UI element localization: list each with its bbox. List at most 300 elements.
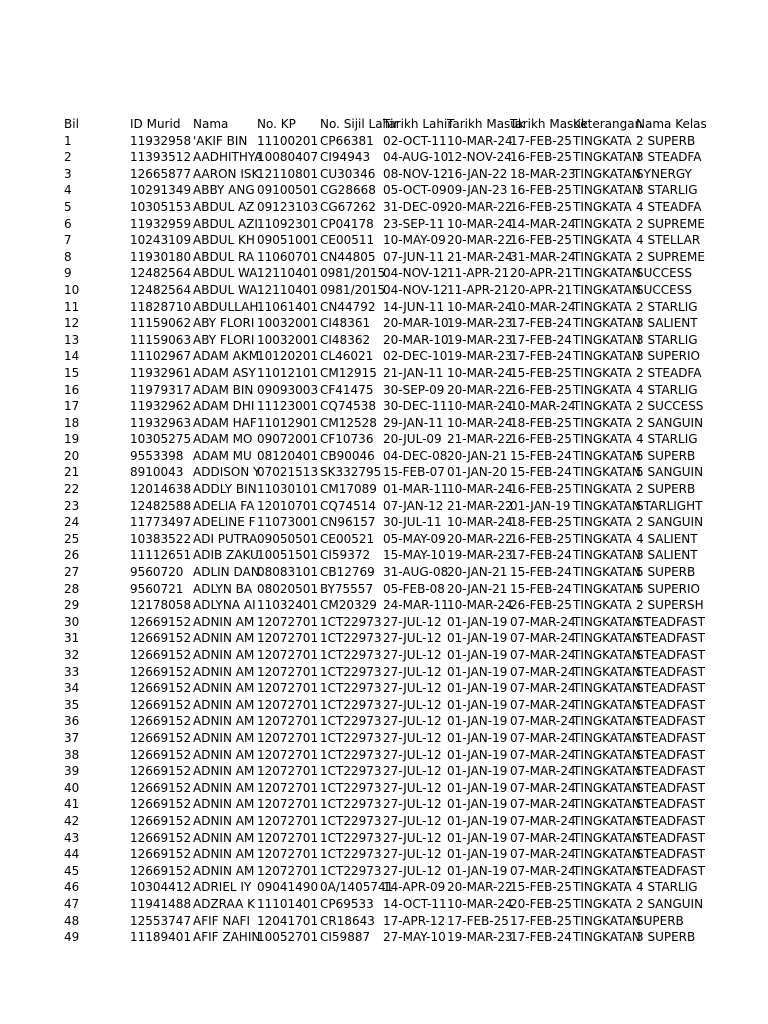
cell-tarikh-lahir: 29-JAN-11 [383,415,444,430]
cell-no-sijil: 1CT22973 [320,830,382,845]
cell-tarikh-masuk-1: 20-MAR-22 [447,233,513,248]
cell-nama-kelas: 3 SALIENT [636,548,698,563]
cell-nama-kelas: 4 STARLIG [636,382,698,397]
table-row [64,929,764,946]
cell-no-sijil: 1CT22973 [320,614,382,629]
header-tarikh-lahir: Tarikh Lahir [383,117,453,131]
cell-no-kp: 12072701 [257,648,319,662]
cell-id-murid: 11932963 [130,415,192,430]
cell-bil: 47 [64,896,80,911]
table-row [64,498,764,515]
cell-tarikh-lahir: 27-JUL-12 [383,648,442,662]
cell-nama: ABBY ANG [193,183,255,198]
cell-no-sijil: CP04178 [320,216,374,231]
cell-bil: 49 [64,930,80,945]
cell-tarikh-lahir: 04-NOV-12 [383,266,448,281]
cell-tarikh-lahir: 20-MAR-10 [383,332,449,347]
cell-tarikh-masuk-1: 10-MAR-24 [447,216,513,231]
cell-keterangan: TINGKATAN [573,448,641,463]
cell-nama-kelas: 2 SUPERB [636,482,696,497]
cell-keterangan: TINGKATA [573,133,632,148]
cell-no-kp: 12010701 [257,498,319,513]
cell-id-murid: 9553398 [130,448,184,463]
cell-nama: ADLYN BA [193,581,253,596]
cell-tarikh-masuk-1: 01-JAN-19 [447,664,508,679]
cell-id-murid: 12014638 [130,482,192,497]
cell-id-murid: 10304412 [130,880,192,895]
cell-nama: ADAM BIN [193,382,254,397]
table-row [64,531,764,548]
cell-nama-kelas: 3 SUPERB [636,930,696,945]
cell-nama: ADDLY BIN [193,482,257,497]
cell-no-kp: 07021513 [257,465,319,480]
cell-id-murid: 12482564 [130,282,192,297]
cell-tarikh-lahir: 23-SEP-11 [383,216,445,231]
cell-tarikh-masuk-1: 10-MAR-24 [447,133,513,148]
cell-no-kp: 12072701 [257,681,319,696]
cell-no-sijil: CI59887 [320,930,371,945]
cell-nama-kelas: 4 STARLIG [636,432,698,447]
cell-keterangan: TINGKATAN [573,764,641,779]
cell-nama: ADLIN DAN [193,565,260,580]
cell-no-kp: 12072701 [257,813,319,828]
cell-tarikh-masuk-1: 19-MAR-23 [447,349,513,364]
cell-tarikh-masuk-2: 16-FEB-25 [510,482,572,497]
cell-tarikh-lahir: 30-JUL-11 [383,515,442,530]
cell-tarikh-masuk-1: 01-JAN-19 [447,681,508,696]
cell-nama: ABDUL KH [193,233,255,248]
table-body [64,133,764,946]
table-row [64,382,764,399]
cell-tarikh-masuk-2: 18-FEB-25 [510,515,572,530]
cell-id-murid: 11932961 [130,365,192,380]
cell-tarikh-masuk-1: 01-JAN-19 [447,780,508,795]
cell-tarikh-masuk-1: 20-MAR-22 [447,531,513,546]
cell-tarikh-lahir: 21-JAN-11 [383,365,444,380]
cell-no-kp: 12072701 [257,847,319,862]
cell-tarikh-lahir: 05-MAY-09 [383,531,446,546]
cell-tarikh-masuk-2: 15-FEB-24 [510,581,572,596]
cell-no-sijil: CB90046 [320,448,375,463]
cell-nama: ADAM HAF [193,415,257,430]
cell-tarikh-lahir: 27-JUL-12 [383,614,442,629]
cell-keterangan: TINGKATAN [573,664,641,679]
cell-nama-kelas: 2 SUPERB [636,133,696,148]
cell-no-kp: 12072701 [257,730,319,745]
cell-nama-kelas: STEADFAST [636,681,705,696]
cell-bil: 31 [64,631,80,646]
cell-tarikh-masuk-1: 17-FEB-25 [447,913,509,928]
cell-nama: ADNIN AM [193,764,255,779]
cell-tarikh-masuk-2: 07-MAR-24 [510,697,576,712]
cell-tarikh-lahir: 27-JUL-12 [383,780,442,795]
cell-tarikh-masuk-2: 17-FEB-24 [510,349,572,364]
table-row [64,464,764,481]
cell-nama-kelas: 2 SUPREME [636,249,705,264]
cell-nama-kelas: SUCCESS [636,282,692,297]
cell-keterangan: TINGKATAN [573,797,641,812]
cell-nama-kelas: STEADFAST [636,631,705,646]
cell-id-murid: 12669152 [130,863,192,878]
cell-id-murid: 11979317 [130,382,192,397]
cell-tarikh-masuk-1: 01-JAN-19 [447,648,508,662]
cell-keterangan: TINGKATA [573,598,632,613]
cell-bil: 45 [64,863,80,878]
cell-tarikh-masuk-2: 07-MAR-24 [510,863,576,878]
cell-tarikh-masuk-1: 09-JAN-23 [447,183,508,198]
cell-keterangan: TINGKATA [573,216,632,231]
cell-nama-kelas: STEADFAST [636,813,705,828]
cell-tarikh-lahir: 15-MAY-10 [383,548,446,563]
cell-tarikh-lahir: 27-MAY-10 [383,930,446,945]
cell-keterangan: TINGKATAN [573,648,641,662]
cell-tarikh-lahir: 27-JUL-12 [383,830,442,845]
cell-bil: 10 [64,282,80,297]
cell-nama: ABDULLAH [193,299,259,314]
cell-nama: ADAM AKM [193,349,260,364]
table-row [64,332,764,349]
cell-tarikh-masuk-2: 15-FEB-25 [510,365,572,380]
cell-tarikh-masuk-1: 10-MAR-24 [447,399,513,414]
cell-no-kp: 10032001 [257,332,319,347]
cell-nama: AARON ISK [193,166,260,181]
cell-tarikh-lahir: 08-NOV-12 [383,166,448,181]
cell-nama-kelas: 2 SANGUIN [636,896,704,911]
table-row [64,697,764,714]
table-row [64,448,764,465]
cell-bil: 33 [64,664,80,679]
cell-bil: 29 [64,598,80,613]
cell-no-kp: 10051501 [257,548,319,563]
cell-no-kp: 12072701 [257,797,319,812]
cell-bil: 2 [64,150,72,165]
cell-keterangan: TINGKATAN [573,316,641,331]
cell-bil: 30 [64,614,80,629]
cell-tarikh-masuk-1: 19-MAR-23 [447,332,513,347]
cell-keterangan: TINGKATAN [573,847,641,862]
cell-tarikh-masuk-1: 21-MAR-22 [447,432,513,447]
cell-tarikh-lahir: 27-JUL-12 [383,697,442,712]
cell-no-kp: 10032001 [257,316,319,331]
cell-keterangan: TINGKATAN [573,150,641,165]
cell-bil: 1 [64,133,72,148]
cell-keterangan: TINGKATA [573,896,632,911]
cell-nama: ABDUL WA [193,266,258,281]
cell-no-kp: 12072701 [257,830,319,845]
header-row [64,116,764,133]
cell-tarikh-lahir: 27-JUL-12 [383,681,442,696]
cell-bil: 28 [64,581,80,596]
cell-no-kp: 12072701 [257,664,319,679]
cell-no-kp: 10120201 [257,349,319,364]
cell-id-murid: 10305275 [130,432,192,447]
cell-no-sijil: 1CT22973 [320,764,382,779]
table-row [64,896,764,913]
cell-no-sijil: 1CT22973 [320,681,382,696]
cell-nama-kelas: 5 SUPERB [636,448,696,463]
cell-no-sijil: 1CT22973 [320,863,382,878]
cell-id-murid: 12669152 [130,681,192,696]
cell-tarikh-lahir: 20-MAR-10 [383,316,449,331]
cell-tarikh-lahir: 27-JUL-12 [383,714,442,729]
cell-id-murid: 12669152 [130,813,192,828]
cell-nama: ADNIN AM [193,648,255,662]
cell-tarikh-lahir: 27-JUL-12 [383,847,442,862]
cell-no-sijil: CP66381 [320,133,374,148]
cell-keterangan: TINGKATA [573,249,632,264]
cell-nama-kelas: STARLIGHT [636,498,703,513]
cell-bil: 11 [64,299,80,314]
cell-nama: ADRIEL IY [193,880,252,895]
cell-nama: ADNIN AM [193,830,255,845]
cell-nama-kelas: 5 SUPERIO [636,581,700,596]
cell-no-sijil: 1CT22973 [320,648,382,662]
cell-tarikh-masuk-1: 20-MAR-22 [447,382,513,397]
cell-no-sijil: CI94943 [320,150,371,165]
cell-id-murid: 11930180 [130,249,192,264]
cell-nama: ADELINE F [193,515,256,530]
cell-keterangan: TINGKATA [573,531,632,546]
cell-bil: 42 [64,813,80,828]
cell-bil: 40 [64,780,80,795]
cell-bil: 4 [64,183,72,198]
cell-tarikh-masuk-1: 21-MAR-24 [447,249,513,264]
cell-bil: 19 [64,432,80,447]
cell-no-kp: 11123001 [257,399,319,414]
cell-keterangan: TINGKATAN [573,465,641,480]
cell-tarikh-masuk-2: 07-MAR-24 [510,614,576,629]
cell-bil: 12 [64,316,80,331]
cell-tarikh-masuk-1: 01-JAN-19 [447,830,508,845]
cell-no-kp: 11032401 [257,598,319,613]
cell-keterangan: TINGKATA [573,199,632,214]
header-tarikh-masuk-1: Tarikh Masuk [447,117,525,131]
table-row [64,166,764,183]
cell-nama-kelas: 3 STARLIG [636,332,698,347]
cell-id-murid: 11189401 [130,930,192,945]
cell-nama: ABDUL AZ [193,199,255,214]
cell-id-murid: 11932962 [130,399,192,414]
cell-no-kp: 11012101 [257,365,319,380]
cell-tarikh-masuk-2: 07-MAR-24 [510,714,576,729]
cell-tarikh-masuk-2: 15-FEB-24 [510,465,572,480]
cell-tarikh-masuk-1: 10-MAR-24 [447,415,513,430]
cell-id-murid: 10305153 [130,199,192,214]
table-row [64,398,764,415]
table-row [64,182,764,199]
cell-bil: 43 [64,830,80,845]
cell-bil: 6 [64,216,72,231]
table-row [64,365,764,382]
cell-tarikh-masuk-1: 01-JAN-20 [447,465,508,480]
table-row [64,514,764,531]
cell-tarikh-lahir: 27-JUL-12 [383,747,442,762]
cell-tarikh-masuk-1: 12-NOV-24 [447,150,512,165]
table-row [64,747,764,764]
cell-keterangan: TINGKATA [573,482,632,497]
cell-nama: ADNIN AM [193,847,255,862]
cell-tarikh-lahir: 20-JUL-09 [383,432,442,447]
cell-no-kp: 09093003 [257,382,319,397]
table-row [64,216,764,233]
cell-nama-kelas: STEADFAST [636,863,705,878]
cell-bil: 34 [64,681,80,696]
cell-tarikh-masuk-1: 01-JAN-19 [447,697,508,712]
cell-tarikh-masuk-2: 10-MAR-24 [510,299,576,314]
cell-tarikh-lahir: 14-OCT-11 [383,896,447,911]
cell-id-murid: 12178058 [130,598,192,613]
header-tarikh-masuk-2: Tarikh Masuk [510,117,588,131]
cell-no-kp: 08120401 [257,448,319,463]
cell-tarikh-masuk-2: 07-MAR-24 [510,648,576,662]
cell-bil: 27 [64,565,80,580]
cell-tarikh-lahir: 27-JUL-12 [383,664,442,679]
cell-id-murid: 11159063 [130,332,192,347]
cell-no-sijil: BY75557 [320,581,374,596]
cell-tarikh-lahir: 27-JUL-12 [383,730,442,745]
cell-tarikh-masuk-2: 16-FEB-25 [510,233,572,248]
cell-bil: 14 [64,349,80,364]
cell-keterangan: TINGKATA [573,399,632,414]
cell-no-sijil: 0981/2015 [320,282,386,297]
cell-bil: 48 [64,913,80,928]
cell-tarikh-lahir: 31-AUG-08 [383,565,449,580]
cell-tarikh-lahir: 05-FEB-08 [383,581,445,596]
cell-nama-kelas: STEADFAST [636,648,705,662]
header-no-sijil: No. Sijil Lahir [320,117,399,131]
cell-nama-kelas: 2 SUPREME [636,216,705,231]
cell-nama-kelas: STEADFAST [636,764,705,779]
cell-no-sijil: 1CT22973 [320,714,382,729]
cell-id-murid: 11773497 [130,515,192,530]
cell-tarikh-masuk-1: 16-JAN-22 [447,166,508,181]
table-row [64,630,764,647]
cell-no-kp: 09041490 [257,880,319,895]
cell-nama-kelas: 4 STARLIG [636,880,698,895]
cell-tarikh-masuk-2: 15-FEB-24 [510,448,572,463]
table-row [64,647,764,664]
cell-no-sijil: 1CT22973 [320,631,382,646]
cell-no-sijil: CP69533 [320,896,374,911]
cell-tarikh-masuk-2: 01-JAN-19 [510,498,571,513]
header-keterangan: Keterangan [573,117,643,131]
cell-id-murid: 12669152 [130,714,192,729]
cell-tarikh-masuk-1: 10-MAR-24 [447,598,513,613]
cell-keterangan: TINGKATAN [573,747,641,762]
cell-bil: 46 [64,880,80,895]
cell-id-murid: 11932958 [130,133,192,148]
cell-bil: 32 [64,648,80,662]
cell-tarikh-masuk-2: 17-FEB-25 [510,913,572,928]
table-row [64,547,764,564]
cell-nama-kelas: STEADFAST [636,847,705,862]
cell-tarikh-lahir: 27-JUL-12 [383,813,442,828]
cell-tarikh-masuk-2: 07-MAR-24 [510,764,576,779]
cell-nama-kelas: 2 SANGUIN [636,415,704,430]
cell-keterangan: TINGKATA [573,299,632,314]
cell-nama-kelas: STEADFAST [636,780,705,795]
cell-nama-kelas: STEADFAST [636,730,705,745]
cell-no-sijil: 0A/1405741 [320,880,394,895]
spreadsheet-table [64,116,764,946]
cell-tarikh-masuk-1: 20-MAR-22 [447,880,513,895]
cell-bil: 18 [64,415,80,430]
cell-nama-kelas: 4 STEADFA [636,199,702,214]
cell-no-sijil: 1CT22973 [320,780,382,795]
cell-id-murid: 12553747 [130,913,192,928]
cell-nama-kelas: 5 SANGUIN [636,465,704,480]
cell-nama: ADAM ASY [193,365,256,380]
cell-tarikh-masuk-1: 11-APR-21 [447,266,510,281]
cell-tarikh-lahir: 24-MAR-11 [383,598,449,613]
cell-nama: ADAM MO [193,432,253,447]
cell-tarikh-masuk-2: 16-FEB-25 [510,199,572,214]
cell-nama-kelas: STEADFAST [636,614,705,629]
cell-tarikh-masuk-1: 21-MAR-22 [447,498,513,513]
cell-no-sijil: CB12769 [320,565,375,580]
cell-tarikh-lahir: 05-OCT-09 [383,183,447,198]
cell-bil: 13 [64,332,80,347]
cell-id-murid: 10383522 [130,531,192,546]
cell-keterangan: TINGKATA [573,233,632,248]
cell-tarikh-masuk-1: 01-JAN-19 [447,813,508,828]
cell-tarikh-masuk-2: 16-FEB-25 [510,432,572,447]
cell-nama-kelas: STEADFAST [636,714,705,729]
cell-keterangan: TINGKATA [573,415,632,430]
cell-tarikh-lahir: 02-DEC-10 [383,349,448,364]
table-row [64,680,764,697]
cell-nama: ADDISON Y [193,465,261,480]
cell-id-murid: 11828710 [130,299,192,314]
cell-nama: ADNIN AM [193,863,255,878]
cell-tarikh-masuk-2: 15-FEB-24 [510,565,572,580]
cell-nama: ADAM DHI [193,399,255,414]
cell-nama-kelas: 2 STARLIG [636,299,698,314]
cell-tarikh-masuk-1: 10-MAR-24 [447,896,513,911]
cell-nama-kelas: 5 SUPERB [636,565,696,580]
cell-no-kp: 12072701 [257,631,319,646]
table-row [64,232,764,249]
cell-bil: 21 [64,465,80,480]
cell-nama: ADIB ZAKU [193,548,259,563]
cell-bil: 24 [64,515,80,530]
cell-id-murid: 11112651 [130,548,192,563]
cell-nama: ADNIN AM [193,681,255,696]
cell-no-kp: 10052701 [257,930,319,945]
cell-keterangan: TINGKATA [573,515,632,530]
table-row [64,614,764,631]
cell-tarikh-masuk-1: 11-APR-21 [447,282,510,297]
cell-nama-kelas: 3 STARLIG [636,183,698,198]
cell-no-sijil: CR18643 [320,913,375,928]
cell-no-sijil: CL46021 [320,349,374,364]
cell-tarikh-masuk-1: 20-JAN-21 [447,448,508,463]
cell-tarikh-masuk-2: 17-FEB-24 [510,548,572,563]
cell-id-murid: 11102967 [130,349,192,364]
cell-bil: 9 [64,266,72,281]
cell-no-sijil: CI48362 [320,332,371,347]
cell-id-murid: 9560720 [130,565,184,580]
cell-no-sijil: CG67262 [320,199,376,214]
cell-keterangan: TINGKATAN [573,813,641,828]
cell-nama-kelas: 4 SALIENT [636,531,698,546]
cell-no-sijil: CQ74514 [320,498,376,513]
cell-nama: ADNIN AM [193,747,255,762]
cell-no-sijil: CN44792 [320,299,376,314]
cell-tarikh-masuk-1: 01-JAN-19 [447,863,508,878]
cell-no-kp: 08020501 [257,581,319,596]
table-row [64,863,764,880]
